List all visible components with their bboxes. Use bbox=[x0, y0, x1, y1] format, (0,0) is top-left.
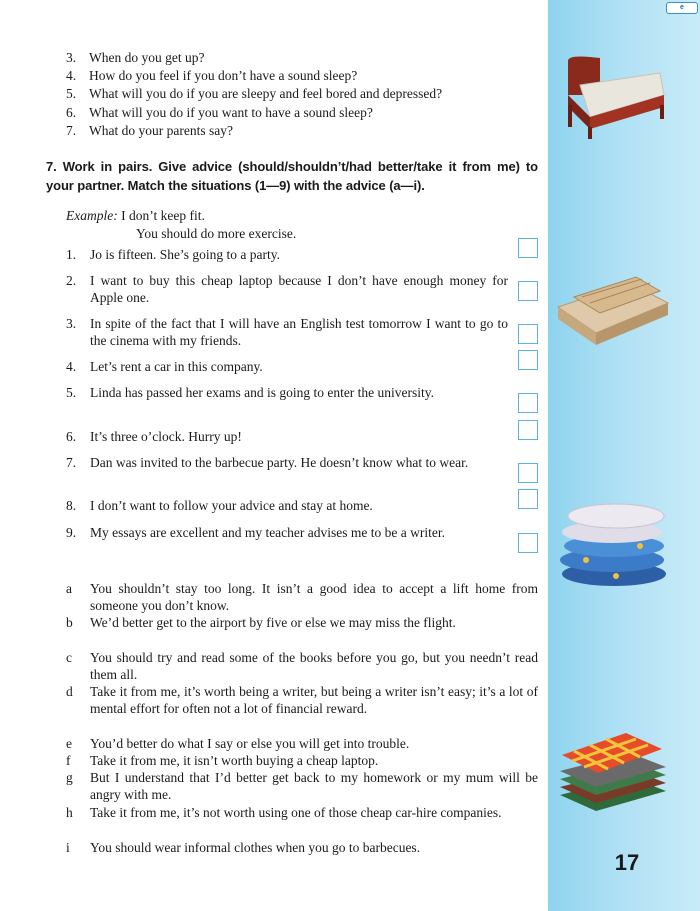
advice-item-c: c You should try and read some of the books before you go, but you needn’t read them all. bbox=[66, 650, 538, 682]
example-block bbox=[66, 207, 296, 243]
question-item: 6. What will you do if you want to have a sound sleep? bbox=[66, 104, 373, 120]
advice-item-g: g But I understand that I’d better get back to my homework or my mum will be angry with me. bbox=[66, 770, 538, 802]
publisher-badge: e bbox=[666, 2, 698, 14]
example-label: Example: bbox=[66, 208, 118, 223]
question-item: 5. What will you do if you are sleepy and feel bored and depressed? bbox=[66, 86, 443, 102]
situation-item-6: 6. It’s three o’clock. Hurry up! bbox=[66, 429, 242, 444]
advice-item-h: h Take it from me, it’s not worth using one of those cheap car-hire companies. bbox=[66, 805, 502, 820]
situation-item-8: 8. I don’t want to follow your advice and stay at home. bbox=[66, 498, 373, 513]
question-item: 3. When do you get up? bbox=[66, 50, 205, 65]
advice-item-f: f Take it from me, it isn’t worth buying a cheap laptop. bbox=[66, 753, 379, 768]
task-heading: 7. Work in pairs. Give advice (should/shouldn’t/had better/take it from me) to your partner. Match the situations (1—9) with the advice (a—i). bbox=[46, 159, 538, 193]
situation-item-1: 1. Jo is fifteen. She’s going to a party. bbox=[66, 247, 280, 262]
situation-item-3: 3. In spite of the fact that I will have an English test tomorrow I want to go to the cinema with my friends. bbox=[66, 316, 508, 348]
page-number: 17 bbox=[614, 850, 640, 875]
boards-illustration bbox=[556, 275, 670, 347]
advice-item-i: i You should wear informal clothes when you go to barbecues. bbox=[66, 840, 421, 855]
blankets-illustration bbox=[556, 725, 670, 817]
example-line-2: You should do more exercise. bbox=[136, 226, 297, 241]
answer-box-1[interactable] bbox=[518, 238, 538, 258]
situation-item-2: 2. I want to buy this cheap laptop because I don’t have enough money for Apple one. bbox=[66, 273, 508, 305]
question-item: 7. What do your parents say? bbox=[66, 122, 233, 138]
pillows-illustration bbox=[556, 498, 670, 590]
answer-box-4[interactable] bbox=[518, 350, 538, 370]
example-line-1: I don’t keep fit. bbox=[121, 208, 205, 223]
advice-item-b: b We’d better get to the airport by five or else we may miss the flight. bbox=[66, 615, 456, 630]
bed-illustration bbox=[560, 55, 666, 141]
advice-item-e: e You’d better do what I say or else you will get into trouble. bbox=[66, 736, 410, 751]
situation-item-4: 4. Let’s rent a car in this company. bbox=[66, 359, 263, 374]
situation-item-9: 9. My essays are excellent and my teacher advises me to be a writer. bbox=[66, 525, 445, 540]
advice-item-a: a You shouldn’t stay too long. It isn’t a good idea to accept a lift home from someone you don’t know. bbox=[66, 581, 538, 613]
answer-box-9[interactable] bbox=[518, 533, 538, 553]
answer-box-6[interactable] bbox=[518, 420, 538, 440]
answer-box-2[interactable] bbox=[518, 281, 538, 301]
answer-box-5[interactable] bbox=[518, 393, 538, 413]
answer-box-7[interactable] bbox=[518, 463, 538, 483]
situation-item-5: 5. Linda has passed her exams and is going to enter the university. bbox=[66, 385, 435, 400]
question-list bbox=[66, 49, 442, 140]
advice-item-d: d Take it from me, it’s worth being a writer, but being a writer isn’t easy; it’s a lot of mental effort for often not a lot of financial reward. bbox=[66, 684, 538, 716]
answer-box-8[interactable] bbox=[518, 489, 538, 509]
answer-box-3[interactable] bbox=[518, 324, 538, 344]
situation-item-7: 7. Dan was invited to the barbecue party. He doesn’t know what to wear. bbox=[66, 455, 469, 470]
question-item: 4. How do you feel if you don’t have a sound sleep? bbox=[66, 68, 358, 84]
